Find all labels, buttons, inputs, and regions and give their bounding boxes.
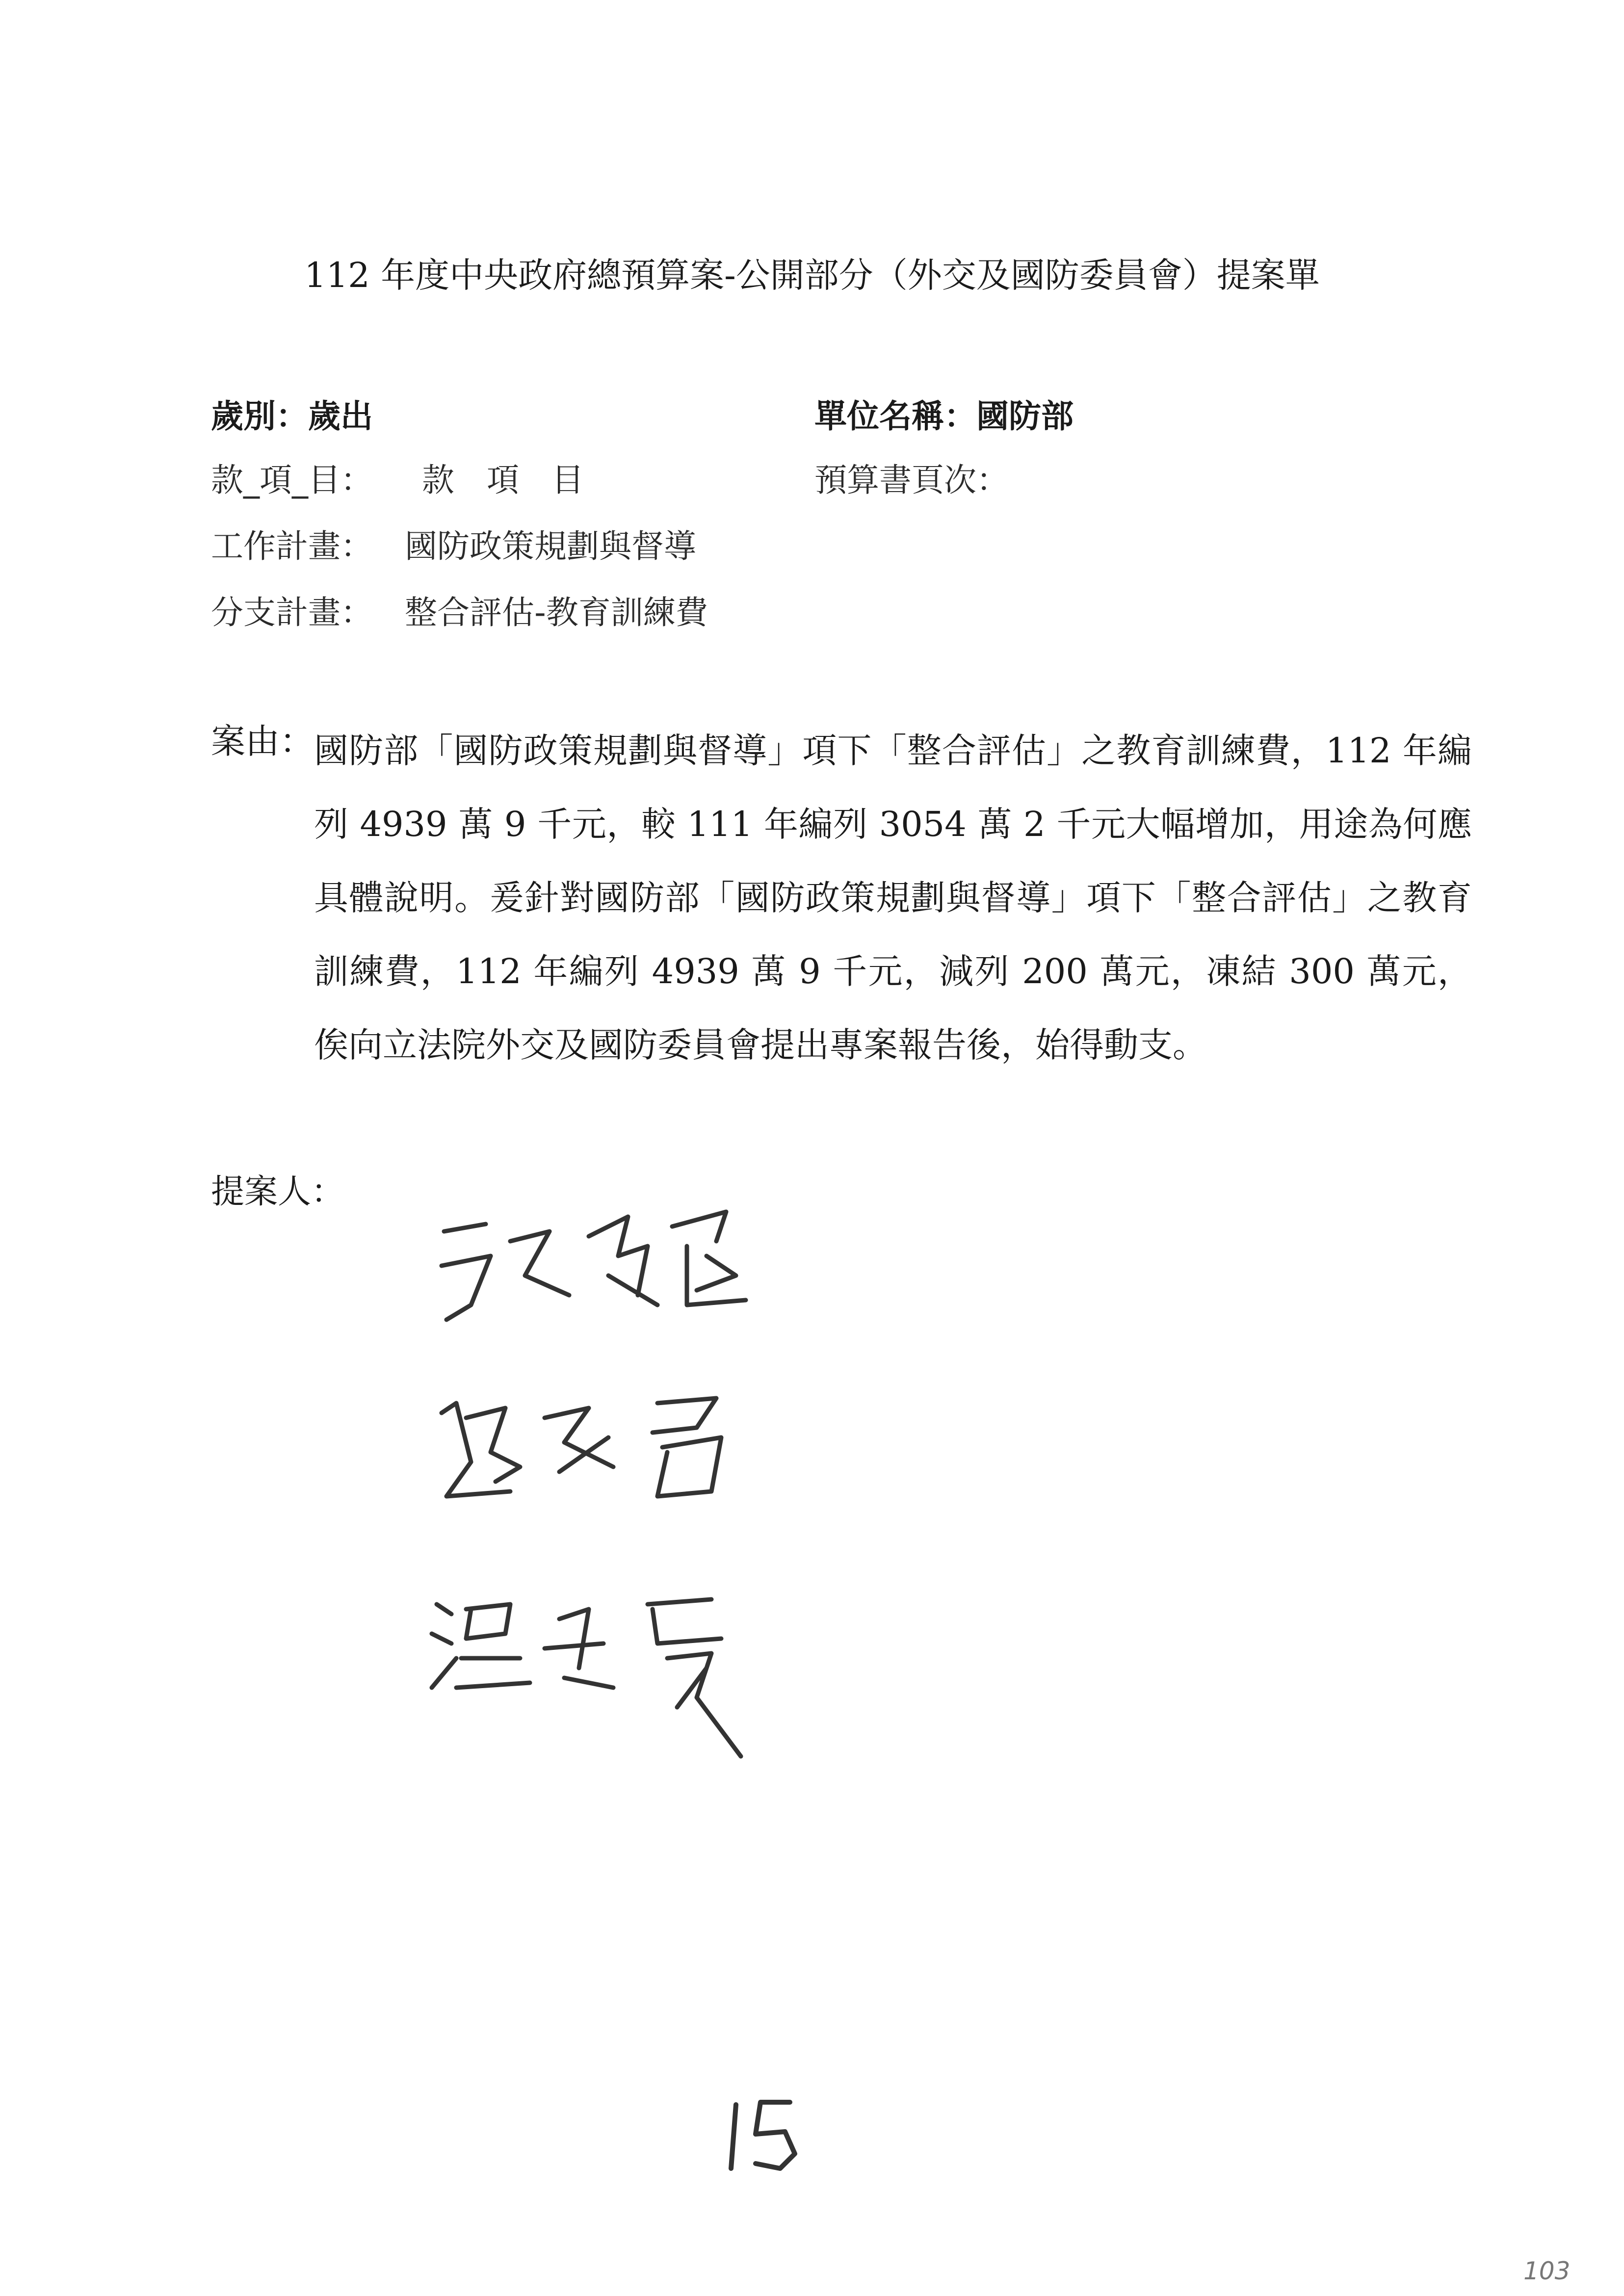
budget-item-value: 款 項 目 bbox=[422, 461, 584, 499]
corner-page-number: 103 bbox=[1523, 2257, 1571, 2285]
handwritten-page-number-drawing bbox=[731, 2102, 795, 2168]
document-title: 112 年度中央政府總預算案-公開部分（外交及國防委員會）提案單 bbox=[304, 255, 1320, 295]
signature-name-3 bbox=[432, 1594, 433, 1595]
sub-plan-value: 整合評估-教育訓練費 bbox=[405, 594, 708, 631]
reason-label: 案由： bbox=[211, 721, 314, 761]
signature-name-2 bbox=[432, 1398, 433, 1399]
work-plan-label: 工作計畫： bbox=[211, 527, 373, 565]
category-field: 歲別：歲出 bbox=[211, 397, 373, 435]
signature-3 bbox=[432, 1599, 741, 1756]
signature-1 bbox=[442, 1212, 746, 1320]
reason-text: 國防部「國防政策規劃與督導」項下「整合評估」之教育訓練費，112 年編列 4939 萬 9 千元，較 111 年編列 3054 萬 2 千元大幅增加，用途為何應具體說明。爰針對國防部「國防政策規劃與督導」項下「整合評估」之教育訓練費，112 年編列 4939 萬 9 千元，減列 200 萬元，凍結 300 萬元，俟向立法院外交及國防委員會提出專案報告後，始得動支。 bbox=[314, 731, 1472, 1065]
signature-2 bbox=[442, 1398, 721, 1496]
budget-page-label: 預算書頁次： bbox=[814, 461, 1009, 499]
budget-item-label: 款_項_目： bbox=[211, 461, 373, 499]
proposer-label: 提案人： bbox=[211, 1173, 345, 1211]
sub-plan-label: 分支計畫： bbox=[211, 594, 373, 631]
unit-name-field: 單位名稱：國防部 bbox=[814, 397, 1074, 435]
work-plan-value: 國防政策規劃與督導 bbox=[405, 527, 696, 565]
